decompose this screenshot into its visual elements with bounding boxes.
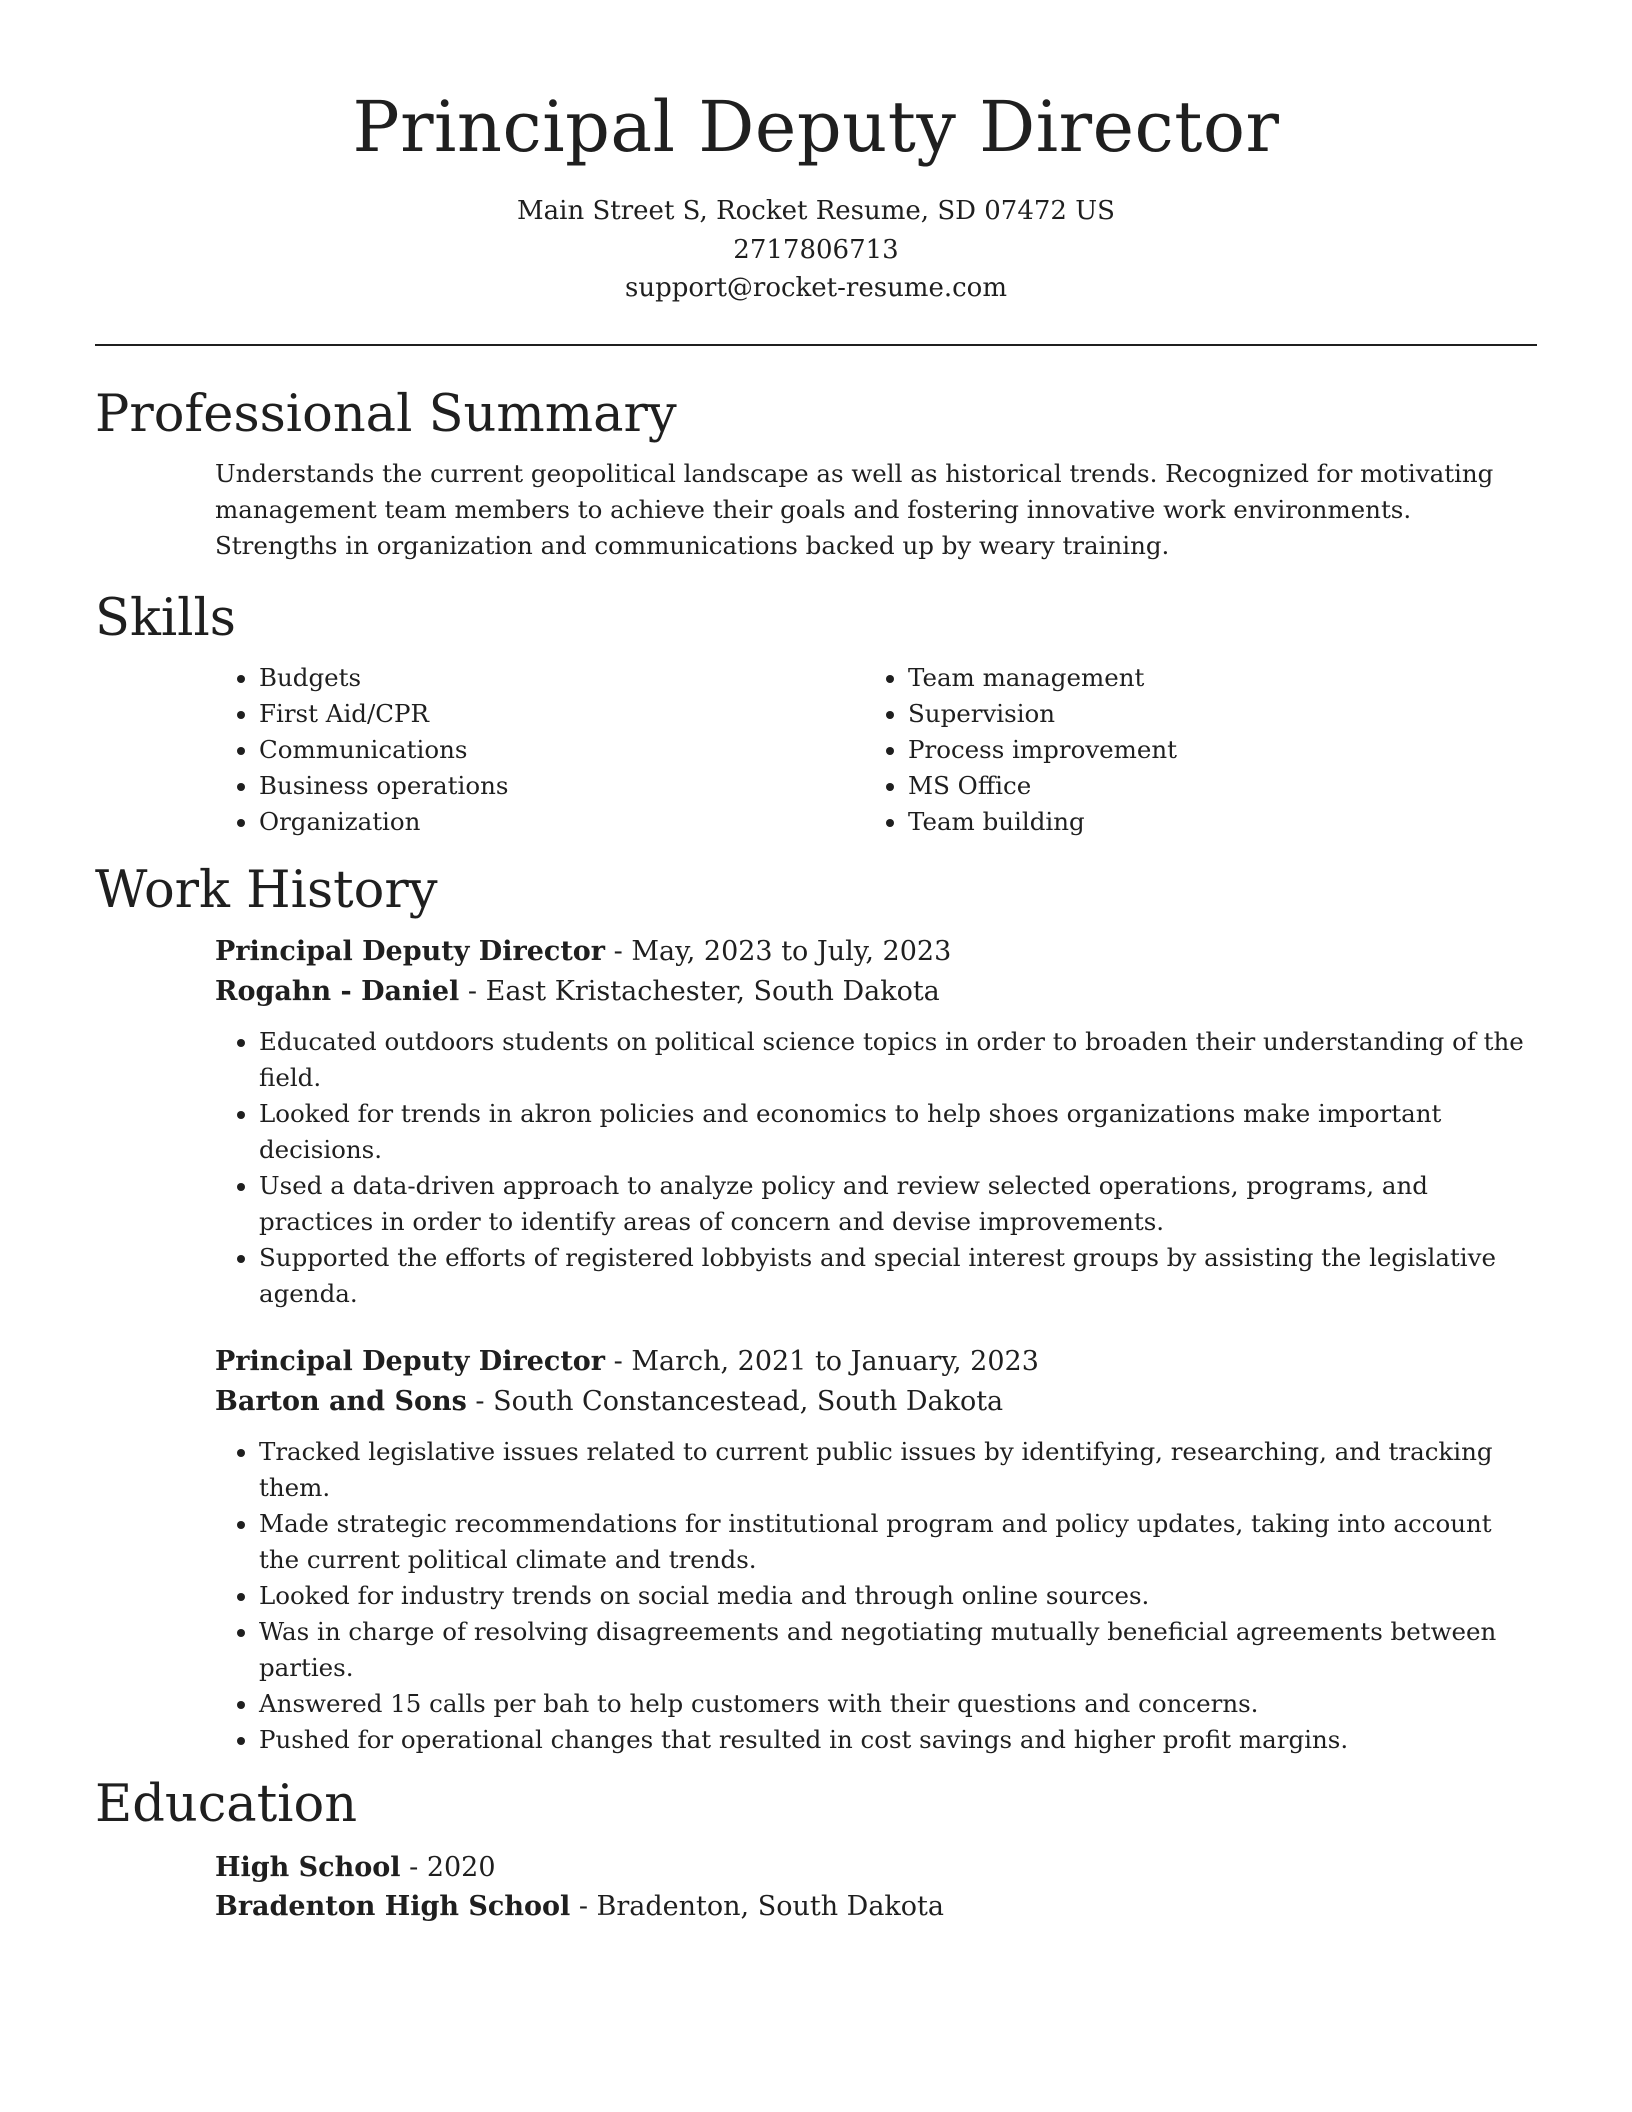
phone: 2717806713	[733, 234, 899, 265]
skill-item: • Business operations	[259, 768, 864, 804]
job-title-line	[215, 1342, 1537, 1382]
header-divider	[95, 344, 1537, 346]
skills-column-left	[215, 660, 864, 840]
job-dates: - March, 2021 to January, 2023	[605, 1345, 1039, 1377]
skills-list	[215, 660, 1537, 840]
skill-item: • Process improvement	[908, 732, 1513, 768]
job-title: Principal Deputy Director	[215, 1345, 606, 1377]
job-company-line	[215, 972, 1537, 1012]
work-history-heading: Work History	[95, 860, 438, 920]
education-degree-line	[215, 1848, 1537, 1887]
job-bullet: • Was in charge of resolving disagreements and negotiating mutually beneficial agreements between parties.	[259, 1614, 1537, 1686]
skill-item: • Communications	[259, 732, 864, 768]
job-bullet: • Answered 15 calls per bah to help customers with their questions and concerns.	[259, 1686, 1537, 1722]
summary-heading: Professional Summary	[95, 384, 677, 444]
job-bullet: • Looked for trends in akron policies and economics to help shoes organizations make important decisions.	[259, 1096, 1537, 1168]
email: support@rocket-resume.com	[624, 273, 1007, 303]
job-location: - East Kristachester, South Dakota	[459, 975, 940, 1007]
job-title-line	[215, 932, 1537, 972]
resume-header	[95, 0, 1537, 308]
skill-item: • MS Office	[908, 768, 1513, 804]
job-bullets	[215, 1024, 1537, 1312]
education-year: - 2020	[400, 1851, 496, 1883]
job-bullet: • Made strategic recommendations for institutional program and policy updates, taking into account the current political climate and trends.	[259, 1506, 1537, 1578]
address: Main Street S, Rocket Resume, SD 07472 US	[517, 196, 1115, 226]
education-entry	[215, 1848, 1537, 1926]
skill-item: • Team building	[908, 804, 1513, 840]
skill-item: • Team management	[908, 660, 1513, 696]
skill-item: • First Aid/CPR	[259, 696, 864, 732]
job-company: Rogahn - Daniel	[215, 975, 460, 1007]
job-entry	[215, 1342, 1537, 1758]
job-location: - South Constancestead, South Dakota	[466, 1385, 1004, 1417]
education-school-line	[215, 1887, 1537, 1926]
job-bullet: • Supported the efforts of registered lobbyists and special interest groups by assisting the legislative agenda.	[259, 1240, 1537, 1312]
summary-text: Understands the current geopolitical landscape as well as historical trends. Recognized for motivating management team members to achieve their goals and fostering innovative work environments. Strengths in organization and communications backed up by weary training.	[215, 458, 1494, 560]
job-bullet: • Pushed for operational changes that resulted in cost savings and higher profit margins.	[259, 1722, 1537, 1758]
job-entry	[215, 932, 1537, 1312]
skills-column-right	[864, 660, 1513, 840]
job-bullets	[215, 1434, 1537, 1758]
job-company-line	[215, 1382, 1537, 1422]
skills-heading: Skills	[95, 588, 236, 648]
job-title: Principal Deputy Director	[215, 935, 606, 967]
job-dates: - May, 2023 to July, 2023	[605, 935, 952, 967]
job-bullet: • Looked for industry trends on social media and through online sources.	[259, 1578, 1537, 1614]
skill-item: • Organization	[259, 804, 864, 840]
education-school: Bradenton High School	[215, 1890, 571, 1922]
contact-info	[95, 192, 1537, 308]
job-company: Barton and Sons	[215, 1385, 467, 1417]
job-bullet: • Tracked legislative issues related to current public issues by identifying, researching, and tracking them.	[259, 1434, 1537, 1506]
education-degree: High School	[215, 1851, 401, 1883]
education-heading: Education	[95, 1774, 358, 1834]
education-location: - Bradenton, South Dakota	[570, 1890, 944, 1922]
candidate-name: Principal Deputy Director	[352, 86, 1280, 168]
skill-item: • Budgets	[259, 660, 864, 696]
job-bullet: • Educated outdoors students on political science topics in order to broaden their understanding of the field.	[259, 1024, 1537, 1096]
job-bullet: • Used a data-driven approach to analyze policy and review selected operations, programs, and practices in order to identify areas of concern and devise improvements.	[259, 1168, 1537, 1240]
skill-item: • Supervision	[908, 696, 1513, 732]
